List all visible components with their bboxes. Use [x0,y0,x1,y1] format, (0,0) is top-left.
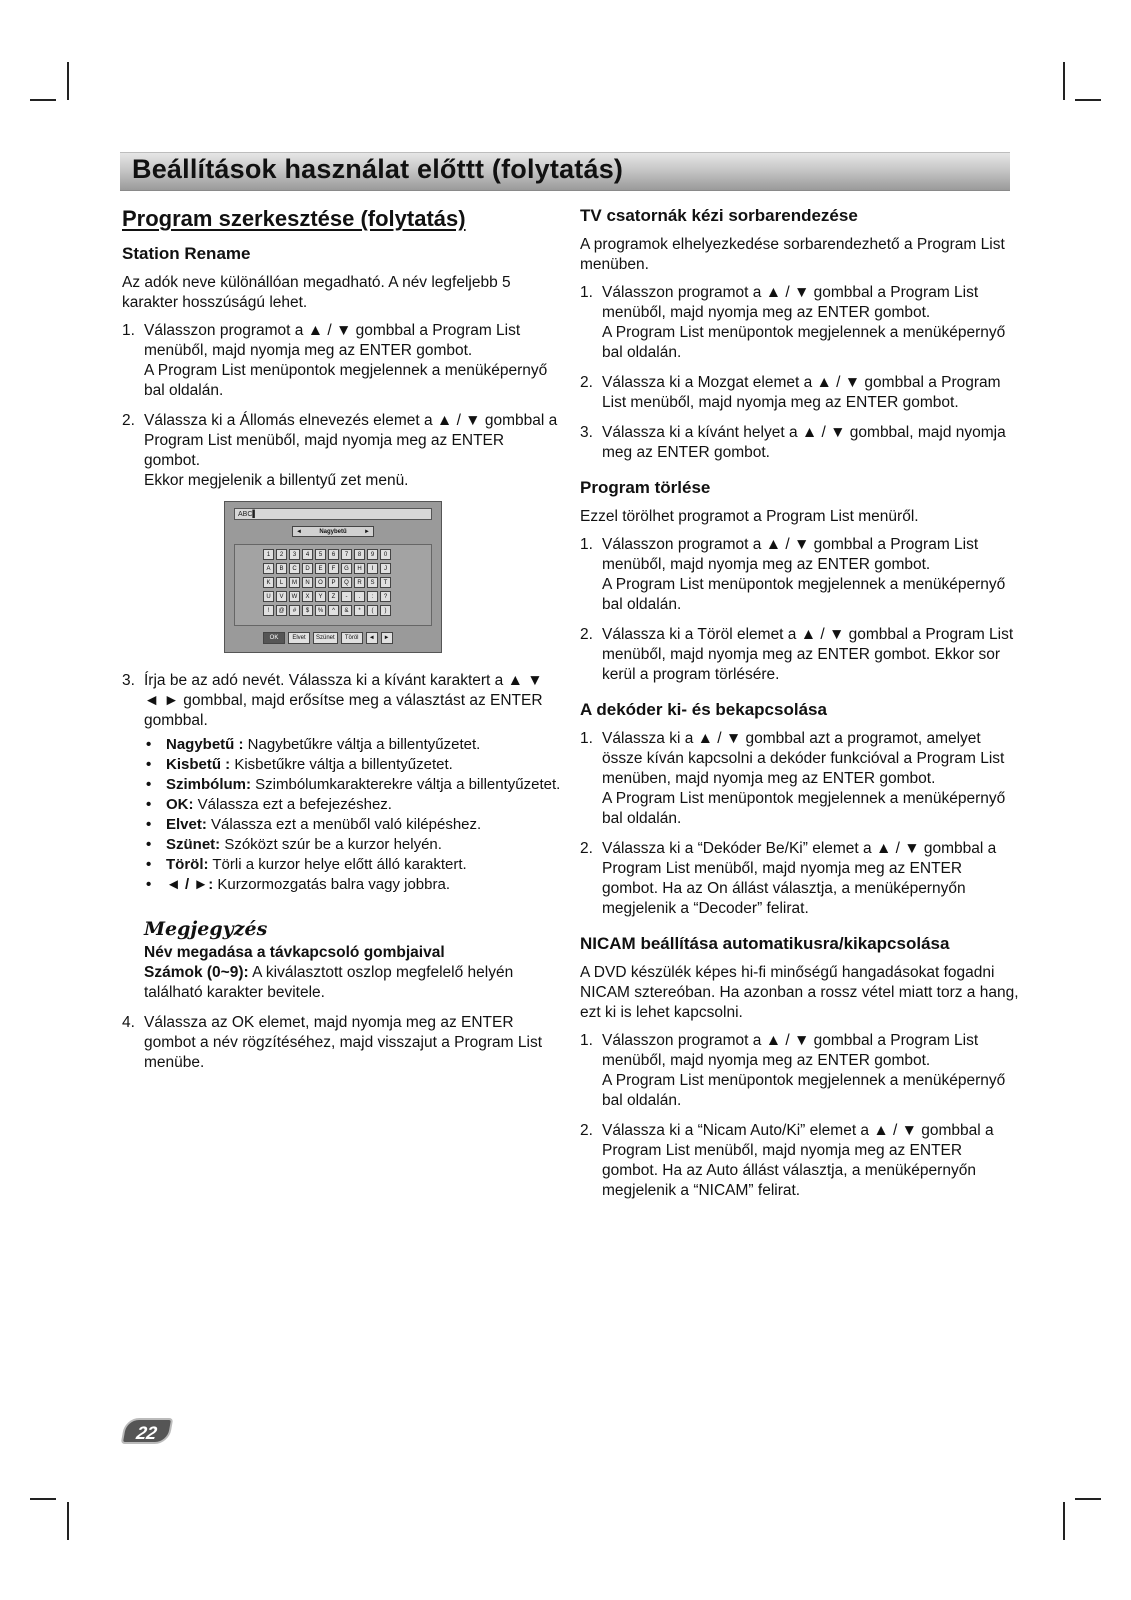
keyboard-function-buttons [263,632,396,644]
bullet-text: Nagybetűkre váltja a billentyűzetet. [243,736,481,753]
keyboard-function-button: Elvet [288,632,310,644]
step-number: 1. [580,536,593,553]
keyboard-key: @ [276,605,287,616]
keyboard-key: 0 [380,549,391,560]
keyboard-key: . [354,591,365,602]
keyboard-key: X [302,591,313,602]
list-item [144,855,562,875]
section-title: Program szerkesztése (folytatás) [122,206,466,231]
step-text: A Program List menüpontok megjelennek a menüképernyő bal oldalán. [602,576,1006,613]
step-text: Válasszon programot a ▲ / ▼ gombbal a Program List menüből, majd nyomja meg az ENTER gombot. [602,536,979,573]
step-text: Válassza ki a ▲ / ▼ gombbal azt a programot, amelyet össze kíván kapcsolni a dekóder funkcióval a Program List menüben, majd nyomja meg az ENTER gombot. [602,730,1005,787]
list-item [144,815,562,835]
keyboard-function-button: Töröl [341,632,363,644]
bullet-label: Elvet: [166,816,207,833]
step-number: 2. [580,374,593,391]
station-rename-steps-cont [122,671,562,895]
list-item [580,839,1020,919]
step-text: A Program List menüpontok megjelennek a menüképernyő bal oldalán. [144,362,548,399]
keyboard-function-button: OK [263,632,285,644]
step-text: Válasszon programot a ▲ / ▼ gombbal a Program List menüből, majd nyomja meg az ENTER gombot. [144,322,521,359]
name-input-preview: ABC▌ [234,508,432,520]
step-text: Válassza ki a Mozgat elemet a ▲ / ▼ gombbal a Program List menüből, majd nyomja meg az ENTER gombot. [602,374,1001,411]
keyboard-key: W [289,591,300,602]
keyboard-key: O [315,577,326,588]
crop-mark [67,62,69,100]
keyboard-rows [263,549,393,619]
list-item [580,729,1020,829]
keyboard-mode-selector [292,526,374,537]
keyboard-key: ? [380,591,391,602]
keyboard-key: Z [328,591,339,602]
list-item [580,423,1020,463]
keyboard-key: Y [315,591,326,602]
page-number-badge [121,1418,174,1444]
bullet-label: OK: [166,796,194,813]
bullet-label: Töröl: [166,856,209,873]
delete-intro: Ezzel törölhet programot a Program List menüről. [580,508,919,525]
list-item [580,283,1020,363]
right-column [580,205,1020,1215]
delete-heading: Program törlése [580,478,711,497]
keyboard-key: 7 [341,549,352,560]
crop-mark [67,1502,69,1540]
note-subtitle: Név megadása a távkapcsoló gombjaival [144,944,445,961]
step-text: A Program List menüpontok megjelennek a menüképernyő bal oldalán. [602,790,1006,827]
bullet-text: Kurzormozgatás balra vagy jobbra. [213,876,450,893]
keyboard-key: : [367,591,378,602]
bullet-label: Nagybetű : [166,736,244,753]
note-label: Számok (0~9): [144,964,249,981]
list-item [122,1013,562,1073]
keyboard-key: ( [367,605,378,616]
list-item [122,321,562,401]
decoder-heading: A dekóder ki- és bekapcsolása [580,700,827,719]
step-number: 1. [580,730,593,747]
decoder-section [580,699,1020,919]
crop-mark [1063,1502,1065,1540]
nicam-section [580,933,1020,1201]
keyboard-key: ) [380,605,391,616]
manual-sort-heading: TV csatornák kézi sorbarendezése [580,206,858,225]
delete-steps [580,535,1020,685]
step-text: A Program List menüpontok megjelennek a menüképernyő bal oldalán. [602,324,1006,361]
list-item [122,411,562,491]
keyboard-function-button: Szünet [313,632,338,644]
step-text: Válasszon programot a ▲ / ▼ gombbal a Program List menüből, majd nyomja meg az ENTER gombot. [602,284,979,321]
step-number: 2. [122,412,135,429]
step-text: Válassza ki a Töröl elemet a ▲ / ▼ gombbal a Program List menüből, majd nyomja meg az ENTER gombot. Ekkor sor kerül a program törlésére. [602,626,1014,683]
keyboard-key: U [263,591,274,602]
crop-mark [1063,62,1065,100]
step-text: Válassza az OK elemet, majd nyomja meg az ENTER gombot a név rögzítéséhez, majd visszajut a Program List menübe. [144,1014,543,1071]
keyboard-key: J [380,563,391,574]
arrow-left-icon: ◄ [296,529,302,535]
keyboard-row [263,577,393,588]
keyboard-key: S [367,577,378,588]
keyboard-key: I [367,563,378,574]
keyboard-key: M [289,577,300,588]
crop-mark [30,1498,56,1500]
step-text: Írja be az adó nevét. Válassza ki a kívánt karaktert a ▲ ▼ ◄ ► gombbal, majd erősítse meg a választást az ENTER gombbal. [144,672,543,729]
keyboard-key: % [315,605,326,616]
crop-mark [30,99,56,101]
list-item [580,535,1020,615]
keyboard-menu-screenshot [224,501,442,653]
note-title: Megjegyzés [144,918,268,940]
keyboard-key: L [276,577,287,588]
keyboard-key: A [263,563,274,574]
left-column [122,205,562,1083]
step-number: 2. [580,626,593,643]
step-text: Válassza ki a Állomás elnevezés elemet a ▲ / ▼ gombbal a Program List menüből, majd nyomja meg az ENTER gombot. [144,412,558,469]
step-text: Ekkor megjelenik a billentyű zet menü. [144,472,409,489]
list-item [144,835,562,855]
keyboard-key: P [328,577,339,588]
bullet-text: Kisbetűkre váltja a billentyűzetet. [230,756,453,773]
list-item [144,755,562,775]
keyboard-key: G [341,563,352,574]
bullet-label: Szünet: [166,836,221,853]
note-body: A kiválasztott oszlop megfelelő helyén található karakter bevitele. [144,964,514,1001]
keyboard-row [263,563,393,574]
page-title: Beállítások használat előttt (folytatás) [132,154,624,184]
keyboard-key: ! [263,605,274,616]
keyboard-key: K [263,577,274,588]
keyboard-key: ^ [328,605,339,616]
keyboard-key: Q [341,577,352,588]
manual-sort-intro: A programok elhelyezkedése sorbarendezhető a Program List menüben. [580,236,1005,273]
list-item [580,1031,1020,1111]
nicam-intro: A DVD készülék képes hi-fi minőségű hangadásokat fogadni NICAM sztereóban. Ha azonban a rossz vétel miatt torz a hang, ezt ki is lehet kapcsolni. [580,964,1019,1021]
list-item [144,735,562,755]
step-number: 4. [122,1014,135,1031]
keyboard-key: F [328,563,339,574]
keyboard-key: V [276,591,287,602]
step-number: 1. [580,284,593,301]
step-text: Válasszon programot a ▲ / ▼ gombbal a Program List menüből, majd nyomja meg az ENTER gombot. [602,1032,979,1069]
keyboard-key: 9 [367,549,378,560]
bullet-label: Szimbólum: [166,776,251,793]
bullet-text: Válassza ezt a menüből való kilépéshez. [206,816,482,833]
list-item [122,671,562,895]
list-item [580,625,1020,685]
step-number: 2. [580,1122,593,1139]
delete-section [580,477,1020,685]
keyboard-key: 8 [354,549,365,560]
crop-mark [1075,1498,1101,1500]
station-rename-heading: Station Rename [122,244,251,263]
step-number: 1. [580,1032,593,1049]
keyboard-key: & [341,605,352,616]
step-text: Válassza ki a kívánt helyet a ▲ / ▼ gombbal, majd nyomja meg az ENTER gombot. [602,424,1006,461]
page-number: 22 [134,1423,159,1443]
note-block [144,917,562,1003]
step-text: Válassza ki a “Nicam Auto/Ki” elemet a ▲ / ▼ gombbal a Program List menüből, majd nyomja meg az ENTER gombot. Ha az Auto állást választja, a menüképernyőn megjelenik a “NICAM” felirat. [602,1122,994,1199]
keyboard-key: 2 [276,549,287,560]
keyboard-key: E [315,563,326,574]
keyboard-function-button: ► [381,632,393,644]
step-number: 3. [122,672,135,689]
keyboard-row [263,549,393,560]
keyboard-key: 4 [302,549,313,560]
decoder-steps [580,729,1020,919]
crop-mark [1075,99,1101,101]
keyboard-key: 1 [263,549,274,560]
step-number: 3. [580,424,593,441]
keyboard-key: N [302,577,313,588]
manual-sort-section [580,205,1020,463]
keyboard-key: 6 [328,549,339,560]
keyboard-key: * [354,605,365,616]
nicam-steps [580,1031,1020,1201]
list-item [144,795,562,815]
nicam-heading: NICAM beállítása automatikusra/kikapcsolása [580,934,950,953]
keyboard-key: - [341,591,352,602]
keyboard-row [263,591,393,602]
bullet-label: Kisbetű : [166,756,231,773]
station-rename-intro: Az adók neve különállóan megadható. A név legfeljebb 5 karakter hosszúságú lehet. [122,274,511,311]
keyboard-key: # [289,605,300,616]
station-rename-steps-end [122,1013,562,1073]
manual-sort-steps [580,283,1020,463]
bullet-text: Törli a kurzor helye előtt álló karaktert. [208,856,467,873]
step-number: 1. [122,322,135,339]
keyboard-key: D [302,563,313,574]
bullet-label: ◄ / ►: [166,876,214,893]
step-text: Válassza ki a “Dekóder Be/Ki” elemet a ▲ / ▼ gombbal a Program List menüből, majd nyomja meg az ENTER gombot. Ha az On állást választja, a menüképernyőn megjelenik a “Decoder” felirat. [602,840,997,917]
keyboard-key: B [276,563,287,574]
keyboard-key: C [289,563,300,574]
keyboard-key: $ [302,605,313,616]
bullet-text: Szóközt szúr be a kurzor helyén. [220,836,442,853]
note-text [144,963,562,1003]
keyboard-function-list [144,735,562,895]
keyboard-keys-panel [234,544,432,626]
arrow-right-icon: ► [364,529,370,535]
name-input-text: ABC [238,511,253,518]
list-item [580,1121,1020,1201]
list-item [580,373,1020,413]
step-number: 2. [580,840,593,857]
keyboard-key: T [380,577,391,588]
keyboard-key: 3 [289,549,300,560]
keyboard-key: H [354,563,365,574]
keyboard-key: 5 [315,549,326,560]
list-item [144,875,562,895]
bullet-text: Válassza ezt a befejezéshez. [193,796,392,813]
step-text: A Program List menüpontok megjelennek a menüképernyő bal oldalán. [602,1072,1006,1109]
keyboard-mode-label: Nagybetű [319,529,347,535]
list-item [144,775,562,795]
station-rename-steps [122,321,562,491]
keyboard-key: R [354,577,365,588]
keyboard-row [263,605,393,616]
keyboard-function-button: ◄ [366,632,378,644]
bullet-text: Szimbólumkarakterekre váltja a billentyűzetet. [251,776,561,793]
